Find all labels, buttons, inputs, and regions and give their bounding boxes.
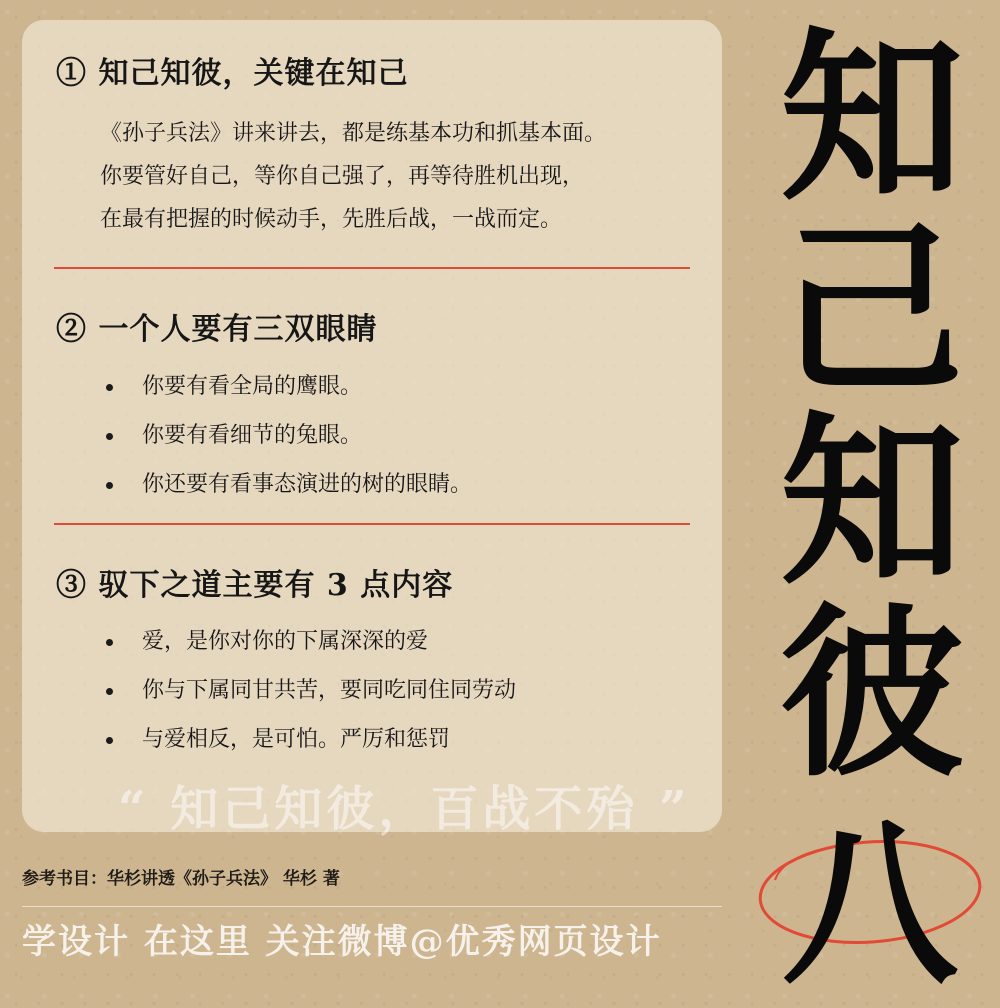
list-item: 你要有看细节的兔眼。 (100, 411, 472, 460)
vertical-title (752, 10, 992, 802)
content-card (22, 20, 722, 832)
divider (54, 523, 690, 525)
watermark-quote: “ 知己知彼，百战不殆 ” (118, 781, 691, 837)
title-char: 己 (779, 202, 964, 418)
list-item: 你与下属同甘共苦，要同吃同住同劳动 (100, 666, 516, 715)
section-1-title: ① 知己知彼，关键在知己 (56, 56, 409, 91)
divider (22, 906, 722, 907)
footer-promo: 学设计 在这里 关注微博@优秀网页设计 (22, 922, 662, 962)
paragraph-line: 在最有把握的时候动手，先胜后战，一战而定。 (100, 207, 563, 232)
title-char: 知 (779, 394, 964, 610)
reference-book: 参考书目：华杉讲透《孙子兵法》 华杉 著 (22, 869, 340, 889)
list-item: 爱，是你对你的下属深深的爱 (100, 617, 516, 666)
chapter-number (745, 801, 995, 1008)
section-1-paragraph (100, 112, 606, 241)
paragraph-line: 《孙子兵法》讲来讲去，都是练基本功和抓基本面。 (100, 121, 607, 146)
divider (54, 267, 690, 269)
section-3-title: ③ 驭下之道主要有 3 点内容 (56, 568, 454, 603)
list-item: 你要有看全局的鹰眼。 (100, 362, 472, 411)
section-3-list (100, 617, 516, 764)
paragraph-line: 你要管好自己，等你自己强了，再等待胜机出现， (100, 164, 585, 189)
title-char: 彼 (779, 586, 964, 802)
list-item: 你还要有看事态演进的树的眼睛。 (100, 460, 472, 509)
section-2-title: ② 一个人要有三双眼睛 (56, 312, 378, 347)
list-item: 与爱相反，是可怕。严厉和惩罚 (100, 715, 516, 764)
section-2-list (100, 362, 472, 509)
chapter-number-text: 八 (781, 801, 958, 1008)
title-char: 知 (779, 10, 964, 226)
